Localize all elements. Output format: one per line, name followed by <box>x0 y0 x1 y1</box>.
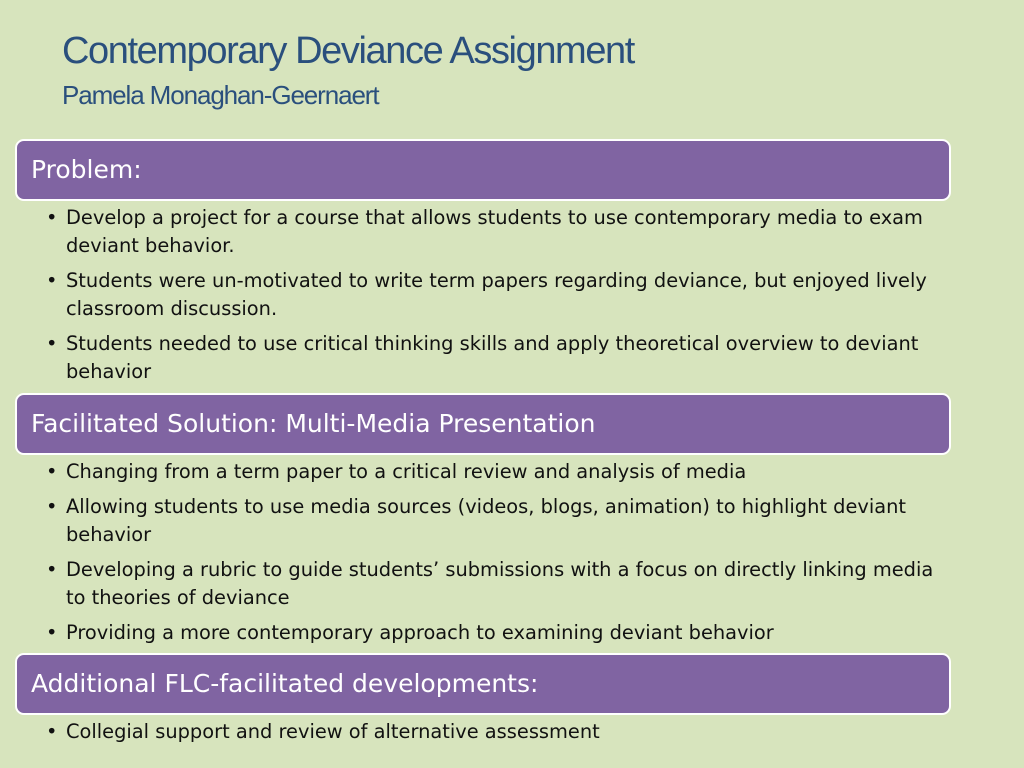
section-body-additional-developments <box>44 718 944 753</box>
list-item-text: Students were un-motivated to write term papers regarding deviance, but enjoyed lively classroom discussion. <box>66 269 927 320</box>
section-header-facilitated-solution: Facilitated Solution: Multi-Media Presentation <box>15 393 951 455</box>
section-body-facilitated-solution <box>44 458 944 654</box>
title-block <box>62 28 962 112</box>
bullet-icon: • <box>46 621 58 644</box>
bullet-icon: • <box>46 558 58 581</box>
section-header-additional-developments: Additional FLC-facilitated developments: <box>15 653 951 715</box>
bullet-icon: • <box>46 720 58 743</box>
list-item <box>44 204 944 260</box>
list-item <box>44 493 944 549</box>
list-item-text: Collegial support and review of alternative assessment <box>66 720 600 743</box>
bullet-icon: • <box>46 495 58 518</box>
list-item-text: Develop a project for a course that allows students to use contemporary media to exam deviant behavior. <box>66 206 923 257</box>
list-item <box>44 267 944 323</box>
list-item-text: Changing from a term paper to a critical review and analysis of media <box>66 460 747 483</box>
list-item-text: Students needed to use critical thinking skills and apply theoretical overview to deviant behavior <box>66 332 919 383</box>
slide-subtitle: Pamela Monaghan-Geernaert <box>62 80 379 110</box>
list-item <box>44 556 944 612</box>
bullet-icon: • <box>46 206 58 229</box>
bullet-icon: • <box>46 269 58 292</box>
list-item <box>44 718 944 746</box>
bullet-icon: • <box>46 460 58 483</box>
list-item <box>44 619 944 647</box>
list-item-text: Developing a rubric to guide students’ submissions with a focus on directly linking media to theories of deviance <box>66 558 934 609</box>
list-item <box>44 330 944 386</box>
slide-title: Contemporary Deviance Assignment <box>62 30 634 72</box>
section-header-problem: Problem: <box>15 139 951 201</box>
list-item <box>44 458 944 486</box>
list-item-text: Allowing students to use media sources (videos, blogs, animation) to highlight deviant behavior <box>66 495 907 546</box>
section-body-problem <box>44 204 944 393</box>
list-item-text: Providing a more contemporary approach to examining deviant behavior <box>66 621 774 644</box>
bullet-icon: • <box>46 332 58 355</box>
